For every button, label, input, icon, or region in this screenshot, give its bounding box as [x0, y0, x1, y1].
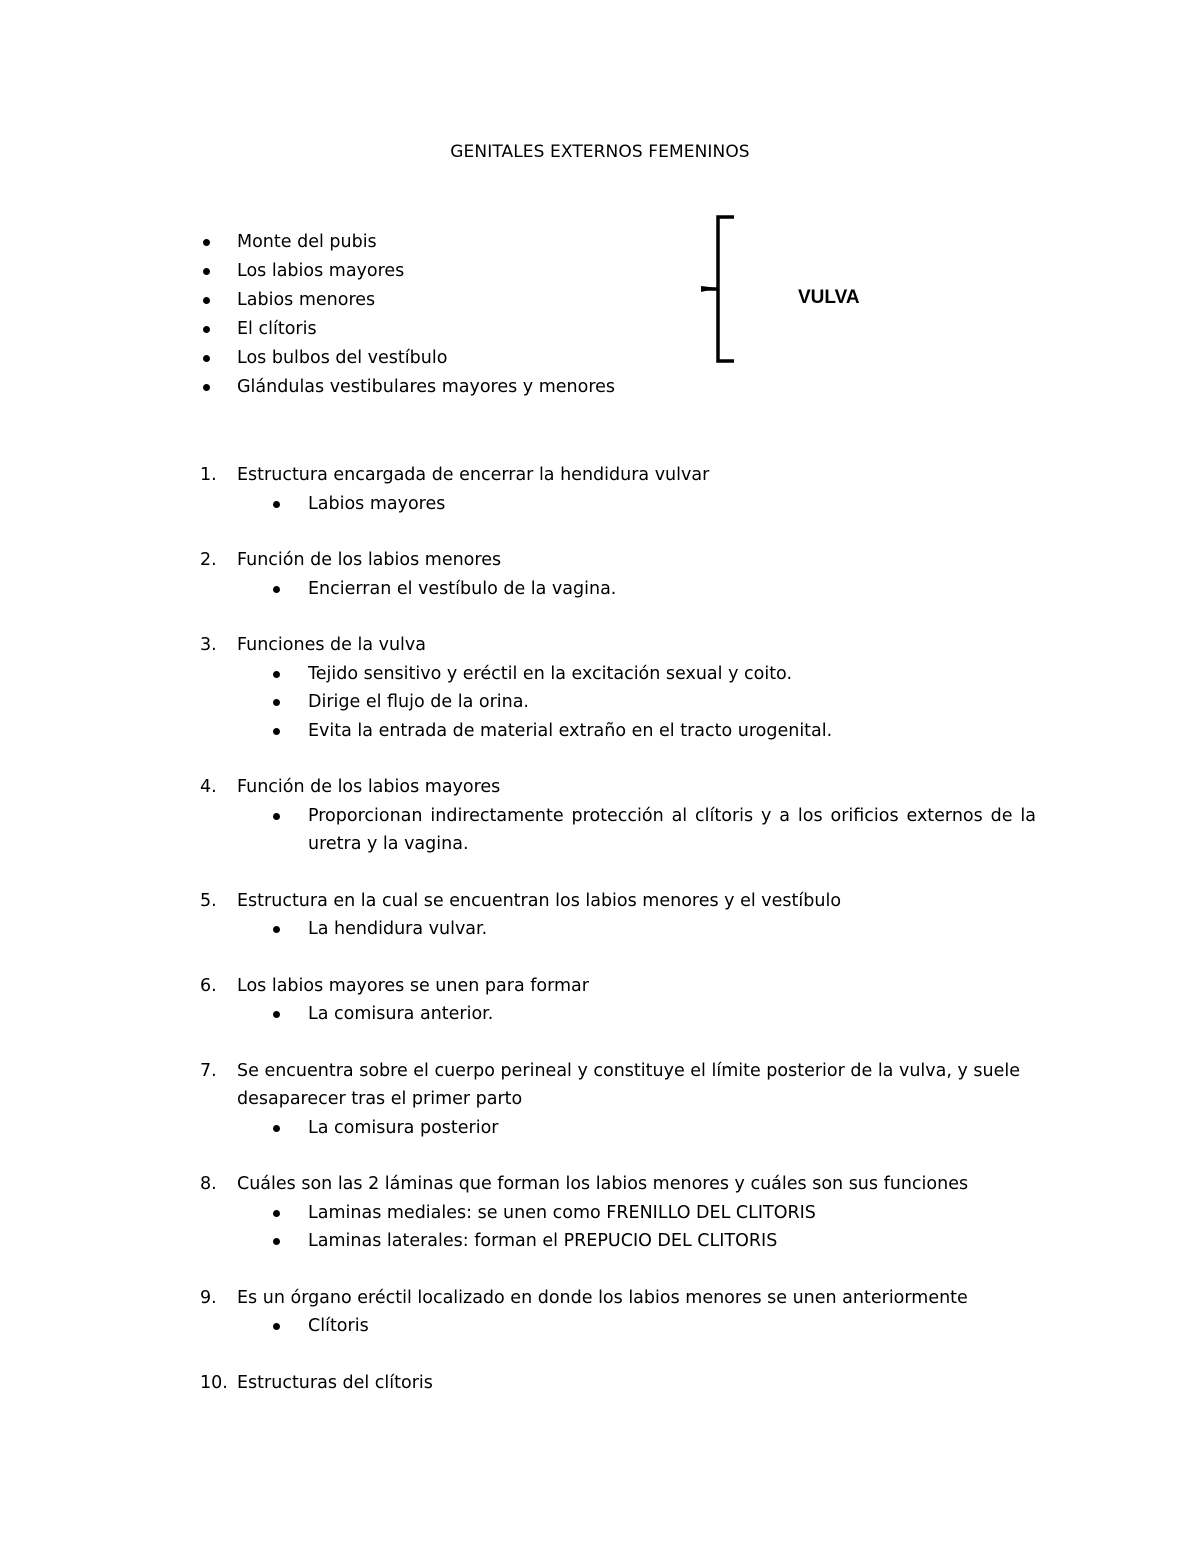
bullet-icon: [273, 671, 280, 678]
bullet-icon: [273, 699, 280, 706]
list-item: [200, 373, 820, 402]
answer-item: [196, 1312, 1036, 1341]
answer-item: [196, 1000, 1036, 1029]
answer-text: Labios mayores: [308, 493, 446, 514]
question-number: 4.: [200, 777, 217, 797]
answer-list: [196, 490, 1036, 519]
curly-bracket-icon: [698, 214, 738, 364]
bullet-icon: [203, 268, 210, 275]
page-title: GENITALES EXTERNOS FEMENINOS: [450, 142, 750, 162]
answer-text: Laminas laterales: forman el PREPUCIO DEL CLITORIS: [308, 1231, 778, 1251]
list-item-text: Los labios mayores: [237, 261, 405, 281]
answer-list: [196, 1114, 1036, 1143]
answer-list: [196, 575, 1036, 604]
question-text: [196, 1170, 1036, 1199]
question-label: Estructuras del clítoris: [237, 1372, 433, 1393]
list-item-text: Labios menores: [237, 290, 376, 310]
answer-text: Dirige el flujo de la orina.: [308, 692, 529, 712]
question-item: [196, 887, 1036, 944]
bullet-icon: [273, 728, 280, 735]
answer-text: Laminas mediales: se unen como FRENILLO DEL CLITORIS: [308, 1202, 816, 1223]
question-number: 8.: [200, 1174, 217, 1194]
answer-item: [196, 688, 1036, 717]
answer-item: [196, 1199, 1036, 1228]
answer-text: Encierran el vestíbulo de la vagina.: [308, 578, 617, 599]
answer-text: Clítoris: [308, 1316, 369, 1336]
bullet-icon: [203, 384, 210, 391]
question-label: Estructura en la cual se encuentran los labios menores y el vestíbulo: [237, 890, 842, 911]
list-item-text: Los bulbos del vestíbulo: [237, 348, 448, 368]
answer-item: [196, 1227, 1036, 1256]
question-item: [196, 972, 1036, 1029]
question-label: Cuáles son las 2 láminas que forman los labios menores y cuáles son sus funciones: [237, 1174, 969, 1194]
question-text: [196, 972, 1036, 1001]
bullet-icon: [203, 239, 210, 246]
bullet-icon: [203, 326, 210, 333]
answer-text: La comisura posterior: [308, 1117, 499, 1138]
question-label: Funciones de la vulva: [237, 635, 426, 655]
answer-list: [196, 802, 1036, 859]
question-item: [196, 546, 1036, 603]
answer-list: [196, 1199, 1036, 1256]
question-text: [196, 773, 1036, 802]
bullet-icon: [273, 1238, 280, 1245]
answer-text: La hendidura vulvar.: [308, 919, 488, 939]
question-text: [196, 887, 1036, 916]
bullet-icon: [273, 586, 280, 593]
answer-list: [196, 1312, 1036, 1341]
question-number: 3.: [200, 635, 217, 655]
answer-text: Proporcionan indirectamente protección al clítoris y a los orificios externos de la uretra y la vagina.: [308, 805, 1036, 854]
question-text: [196, 1057, 1036, 1114]
bullet-icon: [273, 926, 280, 933]
question-number: 6.: [200, 975, 217, 996]
answer-item: [196, 915, 1036, 944]
bullet-icon: [203, 297, 210, 304]
question-text: [196, 1369, 1036, 1398]
answer-item: [196, 802, 1036, 859]
answer-list: [196, 660, 1036, 746]
bullet-icon: [203, 355, 210, 362]
question-text: [196, 461, 1036, 490]
answer-item: [196, 660, 1036, 689]
question-label: Es un órgano eréctil localizado en donde los labios menores se unen anteriormente: [237, 1287, 968, 1308]
question-item: [196, 631, 1036, 745]
question-list: [196, 461, 1036, 1425]
answer-item: [196, 717, 1036, 746]
list-item-text: Glándulas vestibulares mayores y menores: [237, 377, 616, 397]
question-item: [196, 1170, 1036, 1256]
question-text: [196, 631, 1036, 660]
list-item-text: El clítoris: [237, 319, 317, 339]
question-number: 1.: [200, 465, 217, 485]
question-label: Se encuentra sobre el cuerpo perineal y constituye el límite posterior de la vulva, y suele desaparecer tras el primer parto: [237, 1060, 1021, 1109]
question-label: Función de los labios mayores: [237, 777, 501, 797]
question-number: 5.: [200, 890, 217, 911]
question-item: [196, 1057, 1036, 1143]
bracket-label: VULVA: [798, 287, 860, 308]
bullet-icon: [273, 1210, 280, 1217]
question-text: [196, 546, 1036, 575]
question-number: 7.: [200, 1060, 217, 1081]
question-number: 9.: [200, 1287, 217, 1308]
question-number: 10.: [200, 1372, 228, 1393]
bullet-icon: [273, 1011, 280, 1018]
bullet-icon: [273, 1125, 280, 1132]
answer-list: [196, 1000, 1036, 1029]
answer-item: [196, 575, 1036, 604]
question-number: 2.: [200, 550, 217, 570]
question-label: Los labios mayores se unen para formar: [237, 975, 589, 996]
question-item: [196, 773, 1036, 859]
list-item-text: Monte del pubis: [237, 232, 377, 252]
question-item: [196, 1369, 1036, 1398]
question-text: [196, 1284, 1036, 1313]
bullet-icon: [273, 1323, 280, 1330]
bullet-icon: [273, 501, 280, 508]
question-label: Función de los labios menores: [237, 550, 502, 570]
answer-text: La comisura anterior.: [308, 1004, 494, 1024]
answer-list: [196, 915, 1036, 944]
question-item: [196, 461, 1036, 518]
bullet-icon: [273, 813, 280, 820]
answer-text: Tejido sensitivo y eréctil en la excitación sexual y coito.: [308, 663, 793, 684]
answer-text: Evita la entrada de material extraño en el tracto urogenital.: [308, 720, 833, 741]
answer-item: [196, 490, 1036, 519]
answer-item: [196, 1114, 1036, 1143]
question-item: [196, 1284, 1036, 1341]
question-label: Estructura encargada de encerrar la hendidura vulvar: [237, 465, 710, 485]
